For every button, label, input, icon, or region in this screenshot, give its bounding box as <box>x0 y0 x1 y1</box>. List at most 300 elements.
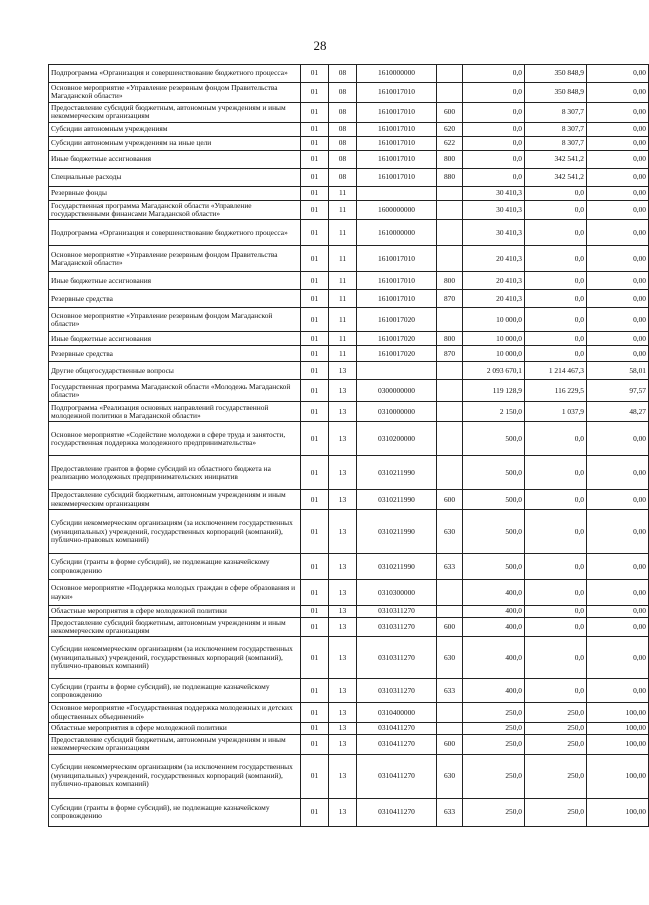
cell-expense-type: 633 <box>437 679 463 703</box>
table-row <box>49 380 649 402</box>
cell-actual: 0,0 <box>525 290 587 308</box>
cell-plan: 30 410,3 <box>463 220 525 246</box>
cell-actual: 0,0 <box>525 272 587 290</box>
cell-percent: 0,00 <box>587 332 649 346</box>
cell-actual: 0,0 <box>525 186 587 200</box>
cell-actual: 0,0 <box>525 637 587 679</box>
cell-subsection: 11 <box>329 290 357 308</box>
cell-target-article: 0310311270 <box>357 679 437 703</box>
cell-actual: 0,0 <box>525 617 587 637</box>
cell-section: 01 <box>301 102 329 122</box>
cell-name: Подпрограмма «Организация и совершенствование бюджетного процесса» <box>49 220 301 246</box>
cell-subsection: 13 <box>329 402 357 422</box>
table-row <box>49 617 649 637</box>
table-row <box>49 200 649 220</box>
cell-target-article: 1610017010 <box>357 122 437 136</box>
cell-subsection: 13 <box>329 703 357 723</box>
cell-expense-type <box>437 456 463 490</box>
cell-name: Предоставление субсидий бюджетным, автономным учреждениям и иным некоммерческим организациям <box>49 102 301 122</box>
cell-name: Специальные расходы <box>49 168 301 186</box>
cell-subsection: 13 <box>329 456 357 490</box>
cell-name: Основное мероприятие «Содействие молодежи в сфере труда и занятости, государственная поддержка молодежного предпринимательства» <box>49 422 301 456</box>
cell-plan: 250,0 <box>463 723 525 734</box>
cell-plan: 0,0 <box>463 168 525 186</box>
cell-target-article <box>357 362 437 380</box>
cell-subsection: 13 <box>329 723 357 734</box>
cell-actual: 116 229,5 <box>525 380 587 402</box>
cell-target-article: 0310400000 <box>357 703 437 723</box>
cell-target-article: 0310000000 <box>357 402 437 422</box>
cell-section: 01 <box>301 308 329 332</box>
table-row <box>49 402 649 422</box>
cell-plan: 10 000,0 <box>463 308 525 332</box>
cell-name: Основное мероприятие «Управление резервным фондом Правительства Магаданской области» <box>49 246 301 272</box>
table-row <box>49 220 649 246</box>
cell-section: 01 <box>301 346 329 362</box>
cell-section: 01 <box>301 554 329 580</box>
cell-subsection: 13 <box>329 637 357 679</box>
cell-plan: 10 000,0 <box>463 332 525 346</box>
cell-expense-type: 800 <box>437 272 463 290</box>
table-row <box>49 102 649 122</box>
cell-plan: 20 410,3 <box>463 246 525 272</box>
cell-section: 01 <box>301 754 329 798</box>
cell-percent: 0,00 <box>587 346 649 362</box>
table-row <box>49 186 649 200</box>
cell-expense-type <box>437 186 463 200</box>
cell-subsection: 13 <box>329 510 357 554</box>
cell-section: 01 <box>301 679 329 703</box>
cell-name: Резервные средства <box>49 290 301 308</box>
cell-subsection: 08 <box>329 136 357 150</box>
cell-expense-type: 622 <box>437 136 463 150</box>
cell-name: Резервные фонды <box>49 186 301 200</box>
cell-name: Областные мероприятия в сфере молодежной политики <box>49 723 301 734</box>
cell-target-article: 1610017010 <box>357 150 437 168</box>
table-row <box>49 703 649 723</box>
cell-section: 01 <box>301 490 329 510</box>
table-row <box>49 65 649 83</box>
cell-actual: 8 307,7 <box>525 102 587 122</box>
cell-target-article: 1610017020 <box>357 308 437 332</box>
table-row <box>49 150 649 168</box>
cell-subsection: 13 <box>329 754 357 798</box>
cell-plan: 500,0 <box>463 554 525 580</box>
cell-target-article: 0310311270 <box>357 606 437 617</box>
cell-section: 01 <box>301 150 329 168</box>
cell-percent: 48,27 <box>587 402 649 422</box>
cell-name: Основное мероприятие «Управление резервным фондом Правительства Магаданской области» <box>49 83 301 103</box>
table-row <box>49 606 649 617</box>
cell-expense-type <box>437 723 463 734</box>
cell-plan: 400,0 <box>463 580 525 606</box>
table-row <box>49 554 649 580</box>
cell-name: Предоставление грантов в форме субсидий из областного бюджета на реализацию молодежных предпринимательских инициатив <box>49 456 301 490</box>
cell-target-article: 0310311270 <box>357 617 437 637</box>
cell-expense-type <box>437 422 463 456</box>
table-row <box>49 754 649 798</box>
cell-section: 01 <box>301 220 329 246</box>
cell-percent: 0,00 <box>587 220 649 246</box>
cell-expense-type <box>437 220 463 246</box>
cell-subsection: 11 <box>329 332 357 346</box>
cell-percent: 0,00 <box>587 617 649 637</box>
cell-actual: 350 848,9 <box>525 83 587 103</box>
cell-section: 01 <box>301 380 329 402</box>
cell-expense-type <box>437 200 463 220</box>
cell-expense-type: 600 <box>437 617 463 637</box>
cell-expense-type: 633 <box>437 554 463 580</box>
cell-plan: 400,0 <box>463 637 525 679</box>
cell-subsection: 11 <box>329 220 357 246</box>
cell-percent: 0,00 <box>587 186 649 200</box>
cell-plan: 20 410,3 <box>463 290 525 308</box>
cell-expense-type: 630 <box>437 754 463 798</box>
cell-target-article: 1610017010 <box>357 290 437 308</box>
cell-actual: 0,0 <box>525 679 587 703</box>
cell-percent: 100,00 <box>587 723 649 734</box>
cell-plan: 400,0 <box>463 606 525 617</box>
cell-subsection: 13 <box>329 798 357 826</box>
cell-subsection: 13 <box>329 422 357 456</box>
cell-expense-type: 880 <box>437 168 463 186</box>
cell-expense-type: 870 <box>437 290 463 308</box>
cell-expense-type: 630 <box>437 637 463 679</box>
cell-name: Иные бюджетные ассигнования <box>49 332 301 346</box>
cell-percent: 100,00 <box>587 703 649 723</box>
cell-name: Субсидии некоммерческим организациям (за исключением государственных (муниципальных) учреждений, государственных корпораций (компаний), публично-правовых компаний) <box>49 510 301 554</box>
cell-expense-type <box>437 380 463 402</box>
cell-section: 01 <box>301 703 329 723</box>
cell-name: Основное мероприятие «Управление резервным фондом Магаданской области» <box>49 308 301 332</box>
cell-expense-type <box>437 606 463 617</box>
cell-name: Субсидии некоммерческим организациям (за исключением государственных (муниципальных) учреждений, государственных корпораций (компаний), публично-правовых компаний) <box>49 637 301 679</box>
cell-section: 01 <box>301 290 329 308</box>
cell-target-article: 1610017020 <box>357 332 437 346</box>
cell-name: Субсидии (гранты в форме субсидий), не подлежащие казначейскому сопровождению <box>49 679 301 703</box>
table-row <box>49 272 649 290</box>
cell-percent: 97,57 <box>587 380 649 402</box>
cell-section: 01 <box>301 332 329 346</box>
cell-subsection: 13 <box>329 362 357 380</box>
cell-plan: 0,0 <box>463 83 525 103</box>
cell-target-article: 0310211990 <box>357 490 437 510</box>
cell-expense-type <box>437 703 463 723</box>
cell-section: 01 <box>301 734 329 754</box>
cell-percent: 0,00 <box>587 150 649 168</box>
cell-section: 01 <box>301 456 329 490</box>
cell-name: Предоставление субсидий бюджетным, автономным учреждениям и иным некоммерческим организациям <box>49 734 301 754</box>
cell-section: 01 <box>301 362 329 380</box>
cell-expense-type <box>437 246 463 272</box>
cell-section: 01 <box>301 617 329 637</box>
cell-percent: 100,00 <box>587 798 649 826</box>
cell-expense-type <box>437 308 463 332</box>
cell-plan: 500,0 <box>463 510 525 554</box>
cell-section: 01 <box>301 402 329 422</box>
cell-percent: 100,00 <box>587 754 649 798</box>
cell-target-article: 1610000000 <box>357 220 437 246</box>
cell-plan: 250,0 <box>463 754 525 798</box>
table-row <box>49 308 649 332</box>
cell-section: 01 <box>301 186 329 200</box>
cell-percent: 0,00 <box>587 490 649 510</box>
cell-subsection: 11 <box>329 186 357 200</box>
cell-percent: 0,00 <box>587 637 649 679</box>
table-row <box>49 679 649 703</box>
cell-plan: 0,0 <box>463 65 525 83</box>
table-row <box>49 723 649 734</box>
cell-name: Субсидии некоммерческим организациям (за исключением государственных (муниципальных) учреждений, государственных корпораций (компаний), публично-правовых компаний) <box>49 754 301 798</box>
cell-plan: 10 000,0 <box>463 346 525 362</box>
page-number: 28 <box>313 38 327 53</box>
cell-name: Иные бюджетные ассигнования <box>49 150 301 168</box>
cell-target-article: 0310311270 <box>357 637 437 679</box>
table-row <box>49 136 649 150</box>
cell-expense-type: 600 <box>437 734 463 754</box>
cell-plan: 119 128,9 <box>463 380 525 402</box>
cell-subsection: 11 <box>329 272 357 290</box>
cell-plan: 250,0 <box>463 798 525 826</box>
cell-name: Подпрограмма «Реализация основных направлений государственной молодежной политики в Магаданской области» <box>49 402 301 422</box>
cell-expense-type <box>437 83 463 103</box>
cell-actual: 0,0 <box>525 308 587 332</box>
cell-subsection: 13 <box>329 554 357 580</box>
cell-subsection: 08 <box>329 83 357 103</box>
cell-actual: 8 307,7 <box>525 122 587 136</box>
cell-actual: 0,0 <box>525 220 587 246</box>
cell-name: Резервные средства <box>49 346 301 362</box>
cell-actual: 0,0 <box>525 456 587 490</box>
cell-name: Подпрограмма «Организация и совершенствование бюджетного процесса» <box>49 65 301 83</box>
cell-actual: 0,0 <box>525 554 587 580</box>
cell-target-article: 0300000000 <box>357 380 437 402</box>
cell-subsection: 08 <box>329 65 357 83</box>
cell-section: 01 <box>301 798 329 826</box>
cell-subsection: 08 <box>329 122 357 136</box>
cell-name: Субсидии автономным учреждениям <box>49 122 301 136</box>
cell-plan: 0,0 <box>463 136 525 150</box>
cell-subsection: 08 <box>329 102 357 122</box>
table-row <box>49 734 649 754</box>
cell-expense-type: 633 <box>437 798 463 826</box>
cell-plan: 250,0 <box>463 703 525 723</box>
cell-section: 01 <box>301 723 329 734</box>
cell-percent: 0,00 <box>587 554 649 580</box>
cell-name: Субсидии (гранты в форме субсидий), не подлежащие казначейскому сопровождению <box>49 798 301 826</box>
cell-expense-type: 800 <box>437 332 463 346</box>
cell-actual: 0,0 <box>525 332 587 346</box>
cell-subsection: 08 <box>329 150 357 168</box>
cell-plan: 500,0 <box>463 422 525 456</box>
table-row <box>49 456 649 490</box>
cell-section: 01 <box>301 65 329 83</box>
cell-name: Субсидии автономным учреждениям на иные цели <box>49 136 301 150</box>
cell-name: Государственная программа Магаданской области «Молодежь Магаданской области» <box>49 380 301 402</box>
cell-target-article: 0310211990 <box>357 554 437 580</box>
cell-subsection: 13 <box>329 490 357 510</box>
cell-subsection: 11 <box>329 200 357 220</box>
table-row <box>49 510 649 554</box>
cell-actual: 1 214 467,3 <box>525 362 587 380</box>
cell-actual: 250,0 <box>525 798 587 826</box>
table-row <box>49 346 649 362</box>
cell-expense-type <box>437 65 463 83</box>
cell-section: 01 <box>301 272 329 290</box>
cell-plan: 0,0 <box>463 150 525 168</box>
cell-percent: 0,00 <box>587 290 649 308</box>
cell-actual: 0,0 <box>525 200 587 220</box>
cell-name: Субсидии (гранты в форме субсидий), не подлежащие казначейскому сопровождению <box>49 554 301 580</box>
cell-expense-type: 620 <box>437 122 463 136</box>
cell-actual: 250,0 <box>525 754 587 798</box>
cell-actual: 342 541,2 <box>525 150 587 168</box>
cell-subsection: 13 <box>329 679 357 703</box>
table-row <box>49 637 649 679</box>
cell-actual: 350 848,9 <box>525 65 587 83</box>
cell-section: 01 <box>301 637 329 679</box>
cell-actual: 0,0 <box>525 490 587 510</box>
cell-percent: 0,00 <box>587 122 649 136</box>
table-row <box>49 422 649 456</box>
cell-name: Предоставление субсидий бюджетным, автономным учреждениям и иным некоммерческим организациям <box>49 617 301 637</box>
cell-target-article: 1610017010 <box>357 246 437 272</box>
cell-plan: 0,0 <box>463 102 525 122</box>
cell-plan: 400,0 <box>463 617 525 637</box>
cell-target-article: 0310411270 <box>357 798 437 826</box>
cell-subsection: 11 <box>329 308 357 332</box>
cell-percent: 0,00 <box>587 83 649 103</box>
cell-subsection: 13 <box>329 617 357 637</box>
cell-expense-type: 870 <box>437 346 463 362</box>
table-row <box>49 580 649 606</box>
cell-name: Предоставление субсидий бюджетным, автономным учреждениям и иным некоммерческим организациям <box>49 490 301 510</box>
cell-actual: 0,0 <box>525 606 587 617</box>
cell-section: 01 <box>301 246 329 272</box>
cell-target-article: 0310200000 <box>357 422 437 456</box>
cell-percent: 0,00 <box>587 422 649 456</box>
cell-subsection: 13 <box>329 606 357 617</box>
cell-expense-type: 630 <box>437 510 463 554</box>
cell-target-article: 0310211990 <box>357 510 437 554</box>
table-row <box>49 798 649 826</box>
cell-percent: 0,00 <box>587 580 649 606</box>
cell-subsection: 11 <box>329 346 357 362</box>
budget-table <box>48 64 649 827</box>
cell-percent: 0,00 <box>587 510 649 554</box>
cell-section: 01 <box>301 606 329 617</box>
cell-target-article: 1610017010 <box>357 136 437 150</box>
cell-subsection: 11 <box>329 246 357 272</box>
table-row <box>49 168 649 186</box>
cell-percent: 0,00 <box>587 102 649 122</box>
cell-percent: 0,00 <box>587 136 649 150</box>
cell-percent: 0,00 <box>587 456 649 490</box>
cell-target-article: 1610017010 <box>357 102 437 122</box>
cell-expense-type <box>437 580 463 606</box>
cell-actual: 1 037,9 <box>525 402 587 422</box>
cell-target-article: 0310411270 <box>357 754 437 798</box>
cell-target-article <box>357 186 437 200</box>
table-row <box>49 290 649 308</box>
cell-target-article: 1610017020 <box>357 346 437 362</box>
table-row <box>49 490 649 510</box>
cell-plan: 400,0 <box>463 679 525 703</box>
cell-expense-type: 800 <box>437 150 463 168</box>
table-row <box>49 246 649 272</box>
cell-target-article: 1610017010 <box>357 168 437 186</box>
table-row <box>49 122 649 136</box>
cell-percent: 0,00 <box>587 168 649 186</box>
cell-plan: 2 150,0 <box>463 402 525 422</box>
cell-section: 01 <box>301 200 329 220</box>
cell-name: Основное мероприятие «Поддержка молодых граждан в сфере образования и науки» <box>49 580 301 606</box>
cell-target-article: 1600000000 <box>357 200 437 220</box>
cell-actual: 250,0 <box>525 723 587 734</box>
cell-section: 01 <box>301 422 329 456</box>
cell-target-article: 0310300000 <box>357 580 437 606</box>
cell-section: 01 <box>301 168 329 186</box>
cell-target-article: 1610017010 <box>357 272 437 290</box>
cell-section: 01 <box>301 83 329 103</box>
cell-name: Иные бюджетные ассигнования <box>49 272 301 290</box>
cell-plan: 20 410,3 <box>463 272 525 290</box>
cell-subsection: 13 <box>329 734 357 754</box>
cell-percent: 100,00 <box>587 734 649 754</box>
cell-plan: 0,0 <box>463 122 525 136</box>
cell-percent: 0,00 <box>587 272 649 290</box>
cell-expense-type <box>437 402 463 422</box>
cell-actual: 0,0 <box>525 346 587 362</box>
cell-expense-type: 600 <box>437 102 463 122</box>
cell-target-article: 1610017010 <box>357 83 437 103</box>
cell-plan: 30 410,3 <box>463 200 525 220</box>
table-body <box>49 65 649 827</box>
cell-plan: 250,0 <box>463 734 525 754</box>
cell-section: 01 <box>301 510 329 554</box>
cell-actual: 0,0 <box>525 422 587 456</box>
cell-target-article: 0310411270 <box>357 723 437 734</box>
cell-target-article: 0310411270 <box>357 734 437 754</box>
table-row <box>49 362 649 380</box>
cell-actual: 250,0 <box>525 703 587 723</box>
cell-expense-type: 600 <box>437 490 463 510</box>
cell-percent: 0,00 <box>587 679 649 703</box>
table-row <box>49 332 649 346</box>
cell-name: Основное мероприятие «Государственная поддержка молодежных и детских общественных объединений» <box>49 703 301 723</box>
cell-actual: 0,0 <box>525 510 587 554</box>
cell-expense-type <box>437 362 463 380</box>
cell-actual: 342 541,2 <box>525 168 587 186</box>
cell-plan: 2 093 670,1 <box>463 362 525 380</box>
cell-percent: 0,00 <box>587 246 649 272</box>
cell-subsection: 13 <box>329 580 357 606</box>
cell-plan: 500,0 <box>463 456 525 490</box>
cell-actual: 250,0 <box>525 734 587 754</box>
cell-actual: 8 307,7 <box>525 136 587 150</box>
cell-name: Областные мероприятия в сфере молодежной политики <box>49 606 301 617</box>
table-row <box>49 83 649 103</box>
cell-percent: 0,00 <box>587 606 649 617</box>
cell-section: 01 <box>301 122 329 136</box>
cell-subsection: 13 <box>329 380 357 402</box>
cell-section: 01 <box>301 136 329 150</box>
cell-percent: 0,00 <box>587 65 649 83</box>
cell-percent: 0,00 <box>587 308 649 332</box>
cell-percent: 58,01 <box>587 362 649 380</box>
cell-name: Другие общегосударственные вопросы <box>49 362 301 380</box>
cell-name: Государственная программа Магаданской области «Управление государственными финансами Магаданской области» <box>49 200 301 220</box>
